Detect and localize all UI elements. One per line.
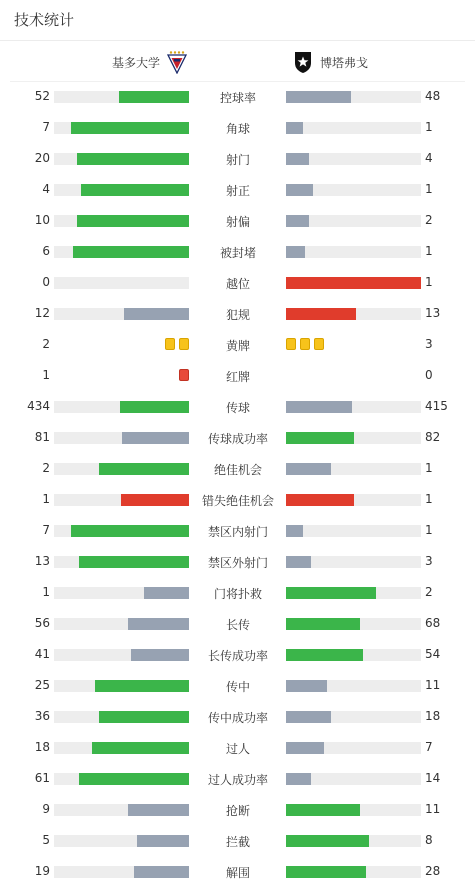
home-stat-bar xyxy=(54,277,189,289)
away-stat-value: 0 xyxy=(425,368,433,382)
home-stat-value: 56 xyxy=(34,616,50,630)
header-divider xyxy=(0,40,475,41)
away-stat-bar-fill xyxy=(286,680,327,692)
home-stat-value: 10 xyxy=(34,213,50,227)
home-stat-value: 19 xyxy=(34,864,50,878)
stat-label: 传球成功率 xyxy=(207,432,268,446)
stat-row xyxy=(0,298,475,329)
home-stat-bar-fill xyxy=(119,91,189,103)
home-stat-value: 12 xyxy=(34,306,50,320)
page-title: 技术统计 xyxy=(14,11,75,29)
home-stat-bar xyxy=(54,742,189,754)
home-stat-value: 52 xyxy=(34,89,50,103)
away-stat-bar-fill xyxy=(286,742,324,754)
home-stat-bar-fill xyxy=(79,556,189,568)
away-stat-bar xyxy=(286,122,421,134)
home-stat-value: 9 xyxy=(42,802,50,816)
stat-row xyxy=(0,856,475,887)
home-stat-bar-fill xyxy=(73,246,189,258)
stat-label: 被封堵 xyxy=(219,246,256,260)
away-cards xyxy=(286,338,324,351)
home-stat-value: 13 xyxy=(34,554,50,568)
stat-row xyxy=(0,732,475,763)
home-stat-bar xyxy=(54,773,189,785)
stat-label: 绝佳机会 xyxy=(213,463,262,477)
stat-row xyxy=(0,112,475,143)
home-stat-bar xyxy=(54,401,189,413)
home-stat-value: 18 xyxy=(34,740,50,754)
home-stat-bar xyxy=(54,587,189,599)
away-stat-bar xyxy=(286,525,421,537)
home-stat-value: 2 xyxy=(42,461,50,475)
away-stat-bar xyxy=(286,587,421,599)
home-stat-value: 20 xyxy=(34,151,50,165)
home-stat-bar-fill xyxy=(71,525,189,537)
stat-label: 红牌 xyxy=(225,370,250,384)
home-stat-value: 41 xyxy=(34,647,50,661)
home-stat-bar xyxy=(54,618,189,630)
away-stat-value: 54 xyxy=(425,647,441,661)
away-stat-value: 68 xyxy=(425,616,441,630)
home-stat-value: 6 xyxy=(42,244,50,258)
home-team[interactable] xyxy=(112,44,188,80)
red-card-icon xyxy=(179,369,189,381)
home-stat-value: 36 xyxy=(34,709,50,723)
away-stat-bar-fill xyxy=(286,463,331,475)
away-stat-bar xyxy=(286,835,421,847)
away-stat-bar xyxy=(286,556,421,568)
stat-row xyxy=(0,608,475,639)
home-stat-value: 7 xyxy=(42,120,50,134)
away-stat-bar-fill xyxy=(286,773,311,785)
home-stat-bar-fill xyxy=(137,835,189,847)
away-stat-value: 1 xyxy=(425,461,433,475)
away-stat-bar xyxy=(286,649,421,661)
away-stat-bar-fill xyxy=(286,308,356,320)
away-stat-value: 415 xyxy=(425,399,448,413)
stat-row xyxy=(0,453,475,484)
away-stat-bar xyxy=(286,277,421,289)
home-stat-value: 7 xyxy=(42,523,50,537)
stat-row xyxy=(0,639,475,670)
home-cards xyxy=(165,338,189,351)
stat-label: 射正 xyxy=(225,184,250,198)
away-stat-bar xyxy=(286,866,421,878)
away-stat-value: 1 xyxy=(425,244,433,258)
away-stat-value: 2 xyxy=(425,585,433,599)
away-stat-bar-fill xyxy=(286,556,311,568)
home-stat-bar xyxy=(54,246,189,258)
stat-label: 门将扑救 xyxy=(213,587,262,601)
stat-row xyxy=(0,236,475,267)
home-stat-value: 81 xyxy=(34,430,50,444)
away-stat-bar xyxy=(286,246,421,258)
yellow-card-icon xyxy=(300,338,310,350)
away-stat-value: 1 xyxy=(425,182,433,196)
home-stat-bar-fill xyxy=(122,432,189,444)
away-stat-bar xyxy=(286,494,421,506)
stat-label: 黄牌 xyxy=(225,339,250,353)
home-stat-bar-fill xyxy=(92,742,189,754)
yellow-card-icon xyxy=(179,338,189,350)
stat-label: 解围 xyxy=(225,866,250,880)
home-stat-bar-fill xyxy=(77,215,189,227)
stat-row xyxy=(0,515,475,546)
stat-label: 过人成功率 xyxy=(207,773,268,787)
home-stat-bar xyxy=(54,494,189,506)
home-stat-bar-fill xyxy=(79,773,189,785)
home-stat-bar xyxy=(54,432,189,444)
home-stat-value: 2 xyxy=(42,337,50,351)
home-stat-bar xyxy=(54,835,189,847)
away-stat-bar xyxy=(286,742,421,754)
away-team-name: 博塔弗戈 xyxy=(320,55,369,70)
home-stat-bar xyxy=(54,463,189,475)
away-stat-bar xyxy=(286,680,421,692)
home-stat-bar xyxy=(54,711,189,723)
home-stat-bar xyxy=(54,680,189,692)
away-stat-bar-fill xyxy=(286,711,331,723)
home-stat-bar xyxy=(54,525,189,537)
botafogo-crest-icon xyxy=(292,50,314,74)
home-stat-bar-fill xyxy=(99,463,189,475)
teams-header xyxy=(0,44,475,80)
home-stat-bar-fill xyxy=(128,804,189,816)
home-stat-value: 0 xyxy=(42,275,50,289)
away-stat-bar xyxy=(286,184,421,196)
stat-row xyxy=(0,143,475,174)
away-stat-bar xyxy=(286,308,421,320)
home-stat-bar xyxy=(54,215,189,227)
stat-row xyxy=(0,360,475,391)
stat-row xyxy=(0,391,475,422)
stat-label: 传中 xyxy=(225,680,250,694)
away-team[interactable] xyxy=(292,44,368,80)
away-stat-bar-fill xyxy=(286,91,351,103)
home-stat-value: 1 xyxy=(42,585,50,599)
home-stat-bar xyxy=(54,184,189,196)
stat-row xyxy=(0,174,475,205)
away-stat-value: 13 xyxy=(425,306,441,320)
away-stat-bar xyxy=(286,463,421,475)
away-stat-value: 2 xyxy=(425,213,433,227)
away-stat-bar-fill xyxy=(286,618,360,630)
stat-row xyxy=(0,205,475,236)
stat-row xyxy=(0,546,475,577)
stat-label: 角球 xyxy=(225,122,250,136)
stat-label: 错失绝佳机会 xyxy=(201,494,274,508)
stat-row xyxy=(0,577,475,608)
stat-label: 拦截 xyxy=(225,835,250,849)
away-stat-bar-fill xyxy=(286,153,309,165)
away-stat-value: 3 xyxy=(425,554,433,568)
home-cards xyxy=(179,369,189,382)
away-stat-bar-fill xyxy=(286,184,313,196)
home-stat-bar-fill xyxy=(77,153,189,165)
away-stat-bar xyxy=(286,153,421,165)
away-stat-value: 4 xyxy=(425,151,433,165)
away-stat-value: 28 xyxy=(425,864,441,878)
stat-label: 传球 xyxy=(225,401,250,415)
home-stat-bar-fill xyxy=(99,711,189,723)
home-stat-value: 434 xyxy=(27,399,50,413)
away-stat-bar-fill xyxy=(286,649,363,661)
away-stat-bar xyxy=(286,215,421,227)
away-stat-bar xyxy=(286,401,421,413)
stat-label: 禁区外射门 xyxy=(207,556,268,570)
stat-label: 传中成功率 xyxy=(207,711,268,725)
yellow-card-icon xyxy=(314,338,324,350)
away-stat-bar xyxy=(286,711,421,723)
stat-label: 射门 xyxy=(225,153,250,167)
stat-row xyxy=(0,484,475,515)
home-stat-bar-fill xyxy=(128,618,189,630)
home-stat-bar-fill xyxy=(134,866,189,878)
away-stat-bar xyxy=(286,91,421,103)
away-stat-value: 3 xyxy=(425,337,433,351)
home-stat-bar-fill xyxy=(144,587,189,599)
away-stat-value: 1 xyxy=(425,492,433,506)
yellow-card-icon xyxy=(286,338,296,350)
away-stat-bar-fill xyxy=(286,401,352,413)
stat-label: 过人 xyxy=(225,742,250,756)
away-stat-value: 18 xyxy=(425,709,441,723)
away-stat-bar-fill xyxy=(286,587,376,599)
stat-row xyxy=(0,422,475,453)
stat-row xyxy=(0,81,475,112)
away-stat-bar-fill xyxy=(286,835,369,847)
away-stat-bar-fill xyxy=(286,432,354,444)
stat-label: 射偏 xyxy=(225,215,250,229)
away-stat-bar-fill xyxy=(286,246,305,258)
home-team-name: 基多大学 xyxy=(112,55,161,70)
home-stat-bar-fill xyxy=(121,494,189,506)
yellow-card-icon xyxy=(165,338,175,350)
away-stat-bar-fill xyxy=(286,215,309,227)
stat-label: 抢断 xyxy=(225,804,250,818)
home-stat-bar xyxy=(54,556,189,568)
away-stat-bar xyxy=(286,804,421,816)
home-stat-bar-fill xyxy=(95,680,189,692)
stat-row xyxy=(0,329,475,360)
home-stat-bar xyxy=(54,122,189,134)
away-stat-value: 1 xyxy=(425,275,433,289)
stat-label: 控球率 xyxy=(219,91,256,105)
away-stat-bar xyxy=(286,432,421,444)
home-stat-bar-fill xyxy=(124,308,189,320)
home-stat-value: 61 xyxy=(34,771,50,785)
stat-row xyxy=(0,794,475,825)
away-stat-value: 11 xyxy=(425,678,441,692)
home-stat-bar-fill xyxy=(71,122,189,134)
home-stat-bar xyxy=(54,153,189,165)
stat-row xyxy=(0,825,475,856)
away-stat-bar-fill xyxy=(286,277,421,289)
away-stat-value: 1 xyxy=(425,523,433,537)
home-stat-bar xyxy=(54,804,189,816)
stat-label: 越位 xyxy=(225,277,250,291)
home-stat-bar xyxy=(54,649,189,661)
away-stat-value: 11 xyxy=(425,802,441,816)
stat-row xyxy=(0,670,475,701)
home-stat-value: 1 xyxy=(42,492,50,506)
stat-label: 犯规 xyxy=(225,308,250,322)
away-stat-value: 14 xyxy=(425,771,441,785)
home-stat-bar-fill xyxy=(81,184,189,196)
home-stat-value: 5 xyxy=(42,833,50,847)
ldu-quito-crest-icon xyxy=(166,50,188,74)
stat-row xyxy=(0,701,475,732)
home-stat-value: 25 xyxy=(34,678,50,692)
away-stat-bar xyxy=(286,618,421,630)
away-stat-bar-fill xyxy=(286,804,360,816)
away-stat-bar-fill xyxy=(286,494,354,506)
away-stat-value: 7 xyxy=(425,740,433,754)
away-stat-bar-fill xyxy=(286,122,303,134)
away-stat-bar-fill xyxy=(286,866,366,878)
home-stat-value: 4 xyxy=(42,182,50,196)
home-stat-bar-fill xyxy=(120,401,189,413)
stat-label: 禁区内射门 xyxy=(207,525,268,539)
stat-label: 长传成功率 xyxy=(207,649,268,663)
home-stat-bar xyxy=(54,308,189,320)
home-stat-bar xyxy=(54,91,189,103)
stat-row xyxy=(0,763,475,794)
away-stat-value: 1 xyxy=(425,120,433,134)
stat-row xyxy=(0,267,475,298)
stat-label: 长传 xyxy=(225,618,250,632)
home-stat-bar xyxy=(54,866,189,878)
away-stat-bar-fill xyxy=(286,525,303,537)
home-stat-bar-fill xyxy=(131,649,189,661)
away-stat-value: 48 xyxy=(425,89,441,103)
home-stat-value: 1 xyxy=(42,368,50,382)
away-stat-value: 82 xyxy=(425,430,441,444)
away-stat-value: 8 xyxy=(425,833,433,847)
away-stat-bar xyxy=(286,773,421,785)
